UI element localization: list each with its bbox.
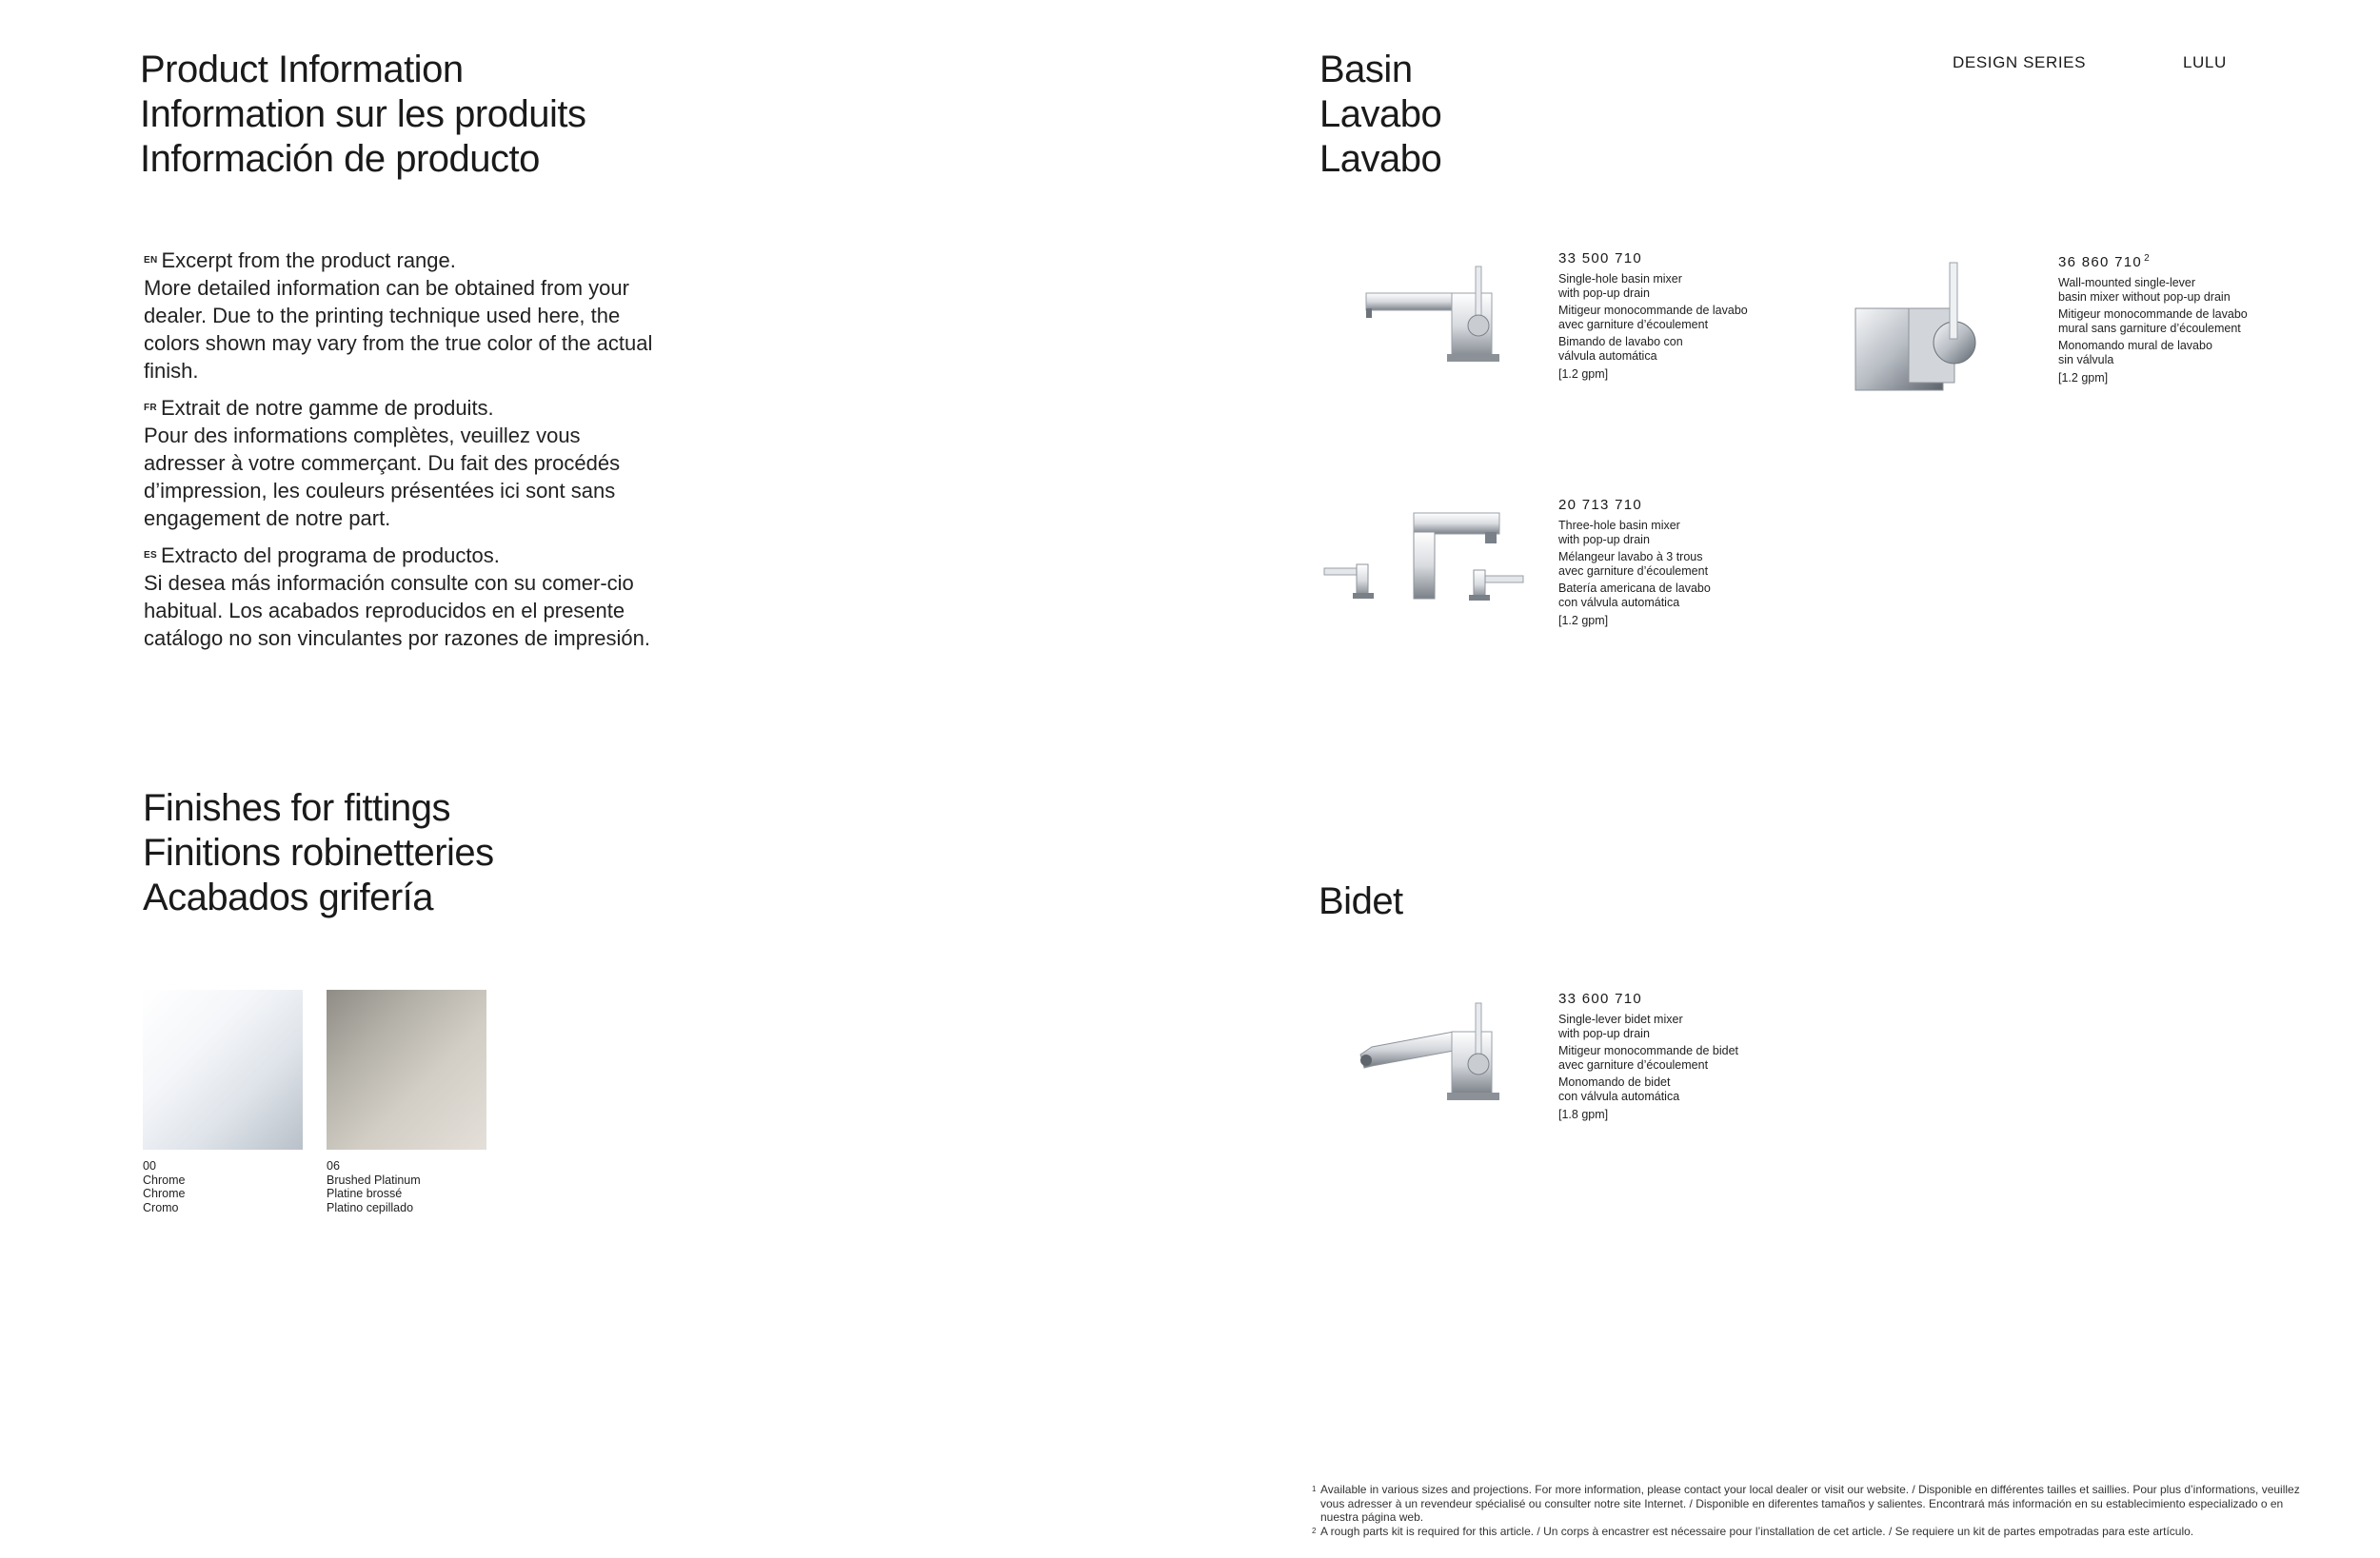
product-code: 20 713 710 xyxy=(1558,497,1643,513)
finish-name-en: Brushed Platinum xyxy=(327,1173,421,1187)
product-33-500-710 xyxy=(1558,249,1806,382)
desc-en: Single-lever bidet mixer with pop-up drain xyxy=(1558,1013,1683,1040)
product-20-713-710 xyxy=(1558,496,1806,628)
product-36-860-710 xyxy=(2058,249,2306,385)
intro-text xyxy=(144,247,658,661)
desc-en: Three-hole basin mixer with pop-up drain xyxy=(1558,519,1680,546)
chrome-swatch xyxy=(143,990,303,1150)
heading-line-fr: Information sur les produits xyxy=(140,93,586,135)
bidet-mixer-image xyxy=(1357,999,1499,1109)
lang-tag-es: ES xyxy=(144,550,157,561)
desc-es: Batería americana de lavabo con válvula automática xyxy=(1558,582,1711,609)
desc-es: Monomando de bidet con válvula automática xyxy=(1558,1075,1680,1103)
bidet-heading: Bidet xyxy=(1319,880,1403,922)
footnote-mark: 2 xyxy=(1312,1526,1317,1535)
heading-line-es: Información de producto xyxy=(140,138,540,180)
desc-en: Single-hole basin mixer with pop-up drain xyxy=(1558,272,1682,300)
desc-es: Bimando de lavabo con válvula automática xyxy=(1558,335,1683,363)
desc-es: Monomando mural de lavabo sin válvula xyxy=(2058,339,2212,366)
flow-rate: [1.8 gpm] xyxy=(1558,1108,1609,1121)
finishes-line-fr: Finitions robinetteries xyxy=(143,832,494,874)
desc-fr: Mitigeur monocommande de bidet avec garniture d’écoulement xyxy=(1558,1044,1738,1072)
flow-rate: [1.2 gpm] xyxy=(1558,614,1609,627)
flow-rate: [1.2 gpm] xyxy=(2058,371,2109,385)
finish-brushed-platinum xyxy=(327,990,486,1214)
three-hole-basin-mixer-image xyxy=(1319,509,1542,619)
footnote-ref: 2 xyxy=(2144,253,2150,264)
finish-name-es: Platino cepillado xyxy=(327,1200,414,1214)
footnote-text: Available in various sizes and projections. For more information, please contact your local dealer or visit our website. / Disponible en différentes tailles et saillies. Pour plus d’informations, veuillez vous adresser à un revendeur spécialisé ou consulter notre site Internet. / Disponible en diferentes tamaños y salientes. Encontrará más información en su establecimiento especializado o en nuestra página web. xyxy=(1320,1483,2300,1524)
finish-code: 00 xyxy=(143,1159,156,1173)
heading-line-en: Product Information xyxy=(140,49,464,90)
product-code: 33 500 710 xyxy=(1558,250,1643,266)
footnote-1 xyxy=(1312,1483,2321,1525)
brushed-platinum-swatch xyxy=(327,990,486,1150)
finish-name-fr: Platine brossé xyxy=(327,1187,403,1200)
single-hole-basin-mixer-image xyxy=(1357,257,1499,371)
finish-chrome xyxy=(143,990,303,1214)
intro-fr: $^{FR}$ Extrait de notre gamme de produits. Pour des informations complètes, veuillez vous adresser à votre commerçant. Du fait des procédés d’impression, les couleurs présentées ici sont sans engagement de notre part. xyxy=(144,396,621,530)
footnote-2 xyxy=(1312,1525,2321,1539)
finishes-heading xyxy=(143,786,494,920)
desc-fr: Mélangeur lavabo à 3 trous avec garniture d’écoulement xyxy=(1558,550,1709,578)
finish-code: 06 xyxy=(327,1159,340,1173)
basin-heading: Basin Lavabo Lavabo xyxy=(1319,49,1442,180)
footnote-mark: 1 xyxy=(1312,1485,1317,1493)
desc-fr: Mitigeur monocommande de lavabo mural sans garniture d’écoulement xyxy=(2058,307,2248,335)
finish-name-es: Cromo xyxy=(143,1200,179,1214)
finishes-line-es: Acabados grifería xyxy=(143,877,434,918)
flow-rate: [1.2 gpm] xyxy=(1558,367,1609,381)
footnotes xyxy=(1312,1483,2321,1538)
intro-en: $^{EN}$ Excerpt from the product range. More detailed information can be obtained from your dealer. Due to the printing technique used here, the colors shown may vary from the true color of the actual finish. xyxy=(144,248,653,383)
product-code: 33 600 710 xyxy=(1558,991,1643,1007)
product-info-heading xyxy=(140,48,585,182)
wall-mounted-basin-mixer-image xyxy=(1852,259,2013,397)
product-code: 36 860 710 $^2$ xyxy=(2058,253,2150,270)
desc-fr: Mitigeur monocommande de lavabo avec garniture d’écoulement xyxy=(1558,304,1748,331)
footnote-text: A rough parts kit is required for this article. / Un corps à encastrer est nécessaire pour l’installation de cet article. / Se requiere un kit de partes empotradas para este artículo. xyxy=(1320,1524,2194,1538)
product-33-600-710 xyxy=(1558,990,1806,1122)
design-series-label: DESIGN SERIES xyxy=(1953,53,2087,71)
finishes-line-en: Finishes for fittings xyxy=(143,787,450,829)
lang-tag-fr: FR xyxy=(144,403,157,413)
intro-es: $^{ES}$ Extracto del programa de productos. Si desea más información consulte con su comer-cio habitual. Los acabados reproducidos en el presente catálogo no son vinculantes por razones de impresión. xyxy=(144,543,650,650)
series-name: LULU xyxy=(2183,53,2227,71)
desc-en: Wall-mounted single-lever basin mixer without pop-up drain xyxy=(2058,276,2231,304)
finish-name-fr: Chrome xyxy=(143,1187,186,1200)
lang-tag-en: EN xyxy=(144,255,158,266)
finish-name-en: Chrome xyxy=(143,1173,186,1187)
